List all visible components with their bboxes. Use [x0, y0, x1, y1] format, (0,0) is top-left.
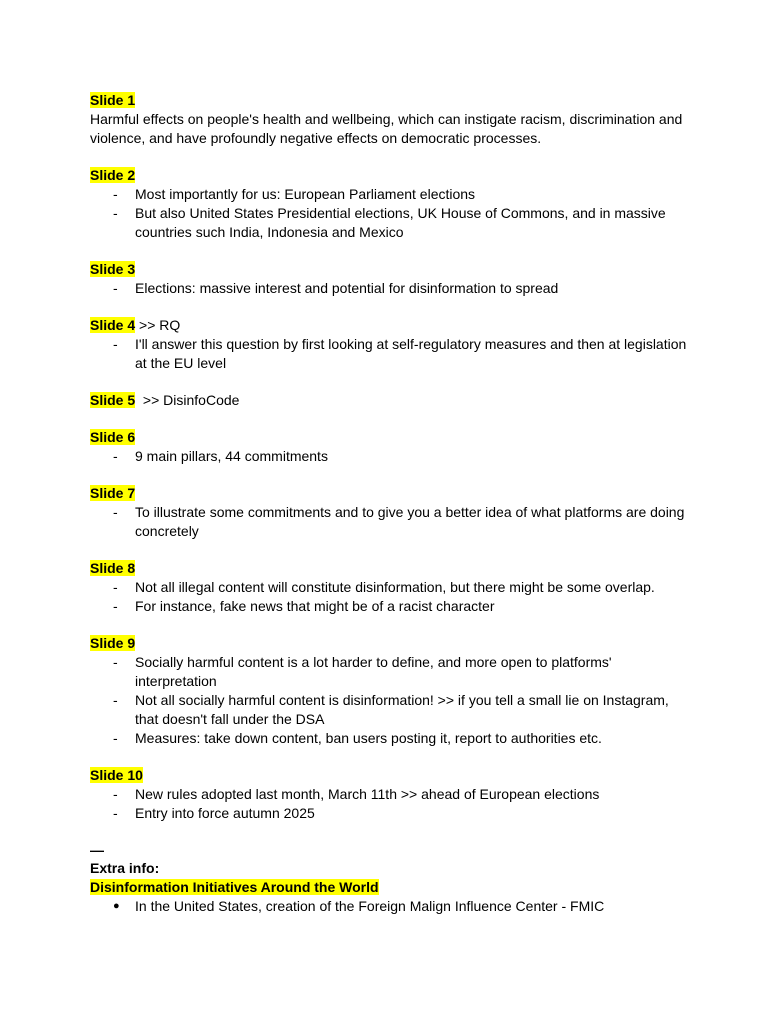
slide-heading: Slide 8: [90, 560, 136, 576]
slide-bullet-list: [90, 503, 690, 541]
slide-bullet-list: [90, 785, 690, 823]
slide-heading-line: [90, 634, 690, 653]
slide-section: [90, 484, 690, 541]
slide-bullet-text: Elections: massive interest and potential for disinformation to spread: [135, 280, 559, 296]
slide-section: [90, 634, 690, 748]
dash-bullet-icon: -: [113, 692, 118, 708]
dash-bullet-icon: -: [113, 598, 118, 614]
slide-heading-line: [90, 166, 690, 185]
slide-heading: Slide 2: [90, 167, 136, 183]
extra-info-label: Extra info:: [90, 860, 160, 876]
slide-bullet-item: [90, 279, 690, 298]
slide-bullet-item: [90, 804, 690, 823]
slide-heading: Slide 9: [90, 635, 136, 651]
slide-heading: Slide 1: [90, 92, 136, 108]
slide-heading-line: [90, 391, 690, 410]
slide-section: [90, 316, 690, 373]
slide-bullet-text: I'll answer this question by first looking at self-regulatory measures and then at legislation at the EU level: [135, 336, 687, 371]
slide-bullet-item: [90, 729, 690, 748]
slide-heading: Slide 3: [90, 261, 136, 277]
slide-section: [90, 391, 690, 410]
section-divider: —: [90, 842, 104, 858]
dash-bullet-icon: -: [113, 579, 118, 595]
slide-bullet-list: [90, 447, 690, 466]
slide-heading-line: [90, 260, 690, 279]
slide-section: [90, 428, 690, 466]
slide-bullet-item: [90, 447, 690, 466]
slide-bullet-text: New rules adopted last month, March 11th >> ahead of European elections: [135, 786, 600, 802]
extra-info-bullet-item: [90, 897, 690, 916]
slide-bullet-text: Entry into force autumn 2025: [135, 805, 315, 821]
slide-bullet-item: [90, 503, 690, 541]
slide-section: [90, 91, 690, 148]
dash-bullet-icon: -: [113, 805, 118, 821]
slide-bullet-text: To illustrate some commitments and to give you a better idea of what platforms are doing concretely: [135, 504, 685, 539]
slide-heading-line: [90, 428, 690, 447]
slide-heading-line: [90, 766, 690, 785]
extra-info-bullet-text: In the United States, creation of the Foreign Malign Influence Center - FMIC: [135, 898, 605, 914]
slide-bullet-item: [90, 578, 690, 597]
dash-bullet-icon: -: [113, 786, 118, 802]
slide-bullet-list: [90, 279, 690, 298]
slide-bullet-text: But also United States Presidential elections, UK House of Commons, and in massive countries such India, Indonesia and Mexico: [135, 205, 666, 240]
dash-bullet-icon: -: [113, 186, 118, 202]
extra-info-heading: Disinformation Initiatives Around the World: [90, 879, 379, 895]
slide-paragraph: Harmful effects on people's health and wellbeing, which can instigate racism, discrimination and violence, and have profoundly negative effects on democratic processes.: [90, 111, 683, 146]
slides-notes: [90, 91, 690, 823]
slide-bullet-text: Not all socially harmful content is disinformation! >> if you tell a small lie on Instagram, that doesn't fall under the DSA: [135, 692, 669, 727]
slide-bullet-list: [90, 185, 690, 242]
slide-section: [90, 260, 690, 298]
slide-heading: Slide 7: [90, 485, 136, 501]
slide-bullet-item: [90, 785, 690, 804]
slide-heading-line: [90, 484, 690, 503]
slide-bullet-text: Socially harmful content is a lot harder to define, and more open to platforms' interpretation: [135, 654, 612, 689]
dash-bullet-icon: -: [113, 336, 118, 352]
slide-heading: Slide 5: [90, 392, 136, 408]
slide-bullet-text: Most importantly for us: European Parliament elections: [135, 186, 476, 202]
dash-bullet-icon: -: [113, 504, 118, 520]
dash-bullet-icon: -: [113, 205, 118, 221]
slide-heading: Slide 4: [90, 317, 136, 333]
slide-bullet-list: [90, 335, 690, 373]
slide-bullet-item: [90, 653, 690, 691]
slide-bullet-text: Not all illegal content will constitute disinformation, but there might be some overlap.: [135, 579, 655, 595]
extra-info-section: [90, 841, 690, 916]
slide-heading: Slide 10: [90, 767, 143, 783]
dash-bullet-icon: -: [113, 654, 118, 670]
slide-heading-line: [90, 316, 690, 335]
slide-bullet-item: [90, 597, 690, 616]
slide-heading-line: [90, 559, 690, 578]
slide-heading-line: [90, 91, 690, 110]
document-body: [90, 91, 690, 916]
dot-bullet-icon: ●: [113, 900, 120, 912]
extra-info-heading-line: [90, 878, 690, 897]
dash-bullet-icon: -: [113, 730, 118, 746]
slide-heading-suffix: >> RQ: [135, 317, 181, 333]
slide-bullet-item: [90, 185, 690, 204]
dash-bullet-icon: -: [113, 280, 118, 296]
slide-bullet-text: For instance, fake news that might be of a racist character: [135, 598, 495, 614]
slide-heading: Slide 6: [90, 429, 136, 445]
slide-bullet-item: [90, 691, 690, 729]
slide-section: [90, 559, 690, 616]
slide-bullet-list: [90, 653, 690, 748]
slide-section: [90, 166, 690, 242]
slide-heading-suffix: >> DisinfoCode: [135, 392, 240, 408]
slide-bullet-item: [90, 204, 690, 242]
slide-bullet-text: 9 main pillars, 44 commitments: [135, 448, 328, 464]
extra-info-bullet-list: [90, 897, 690, 916]
dash-bullet-icon: -: [113, 448, 118, 464]
slide-bullet-item: [90, 335, 690, 373]
slide-bullet-text: Measures: take down content, ban users posting it, report to authorities etc.: [135, 730, 602, 746]
slide-section: [90, 766, 690, 823]
slide-bullet-list: [90, 578, 690, 616]
